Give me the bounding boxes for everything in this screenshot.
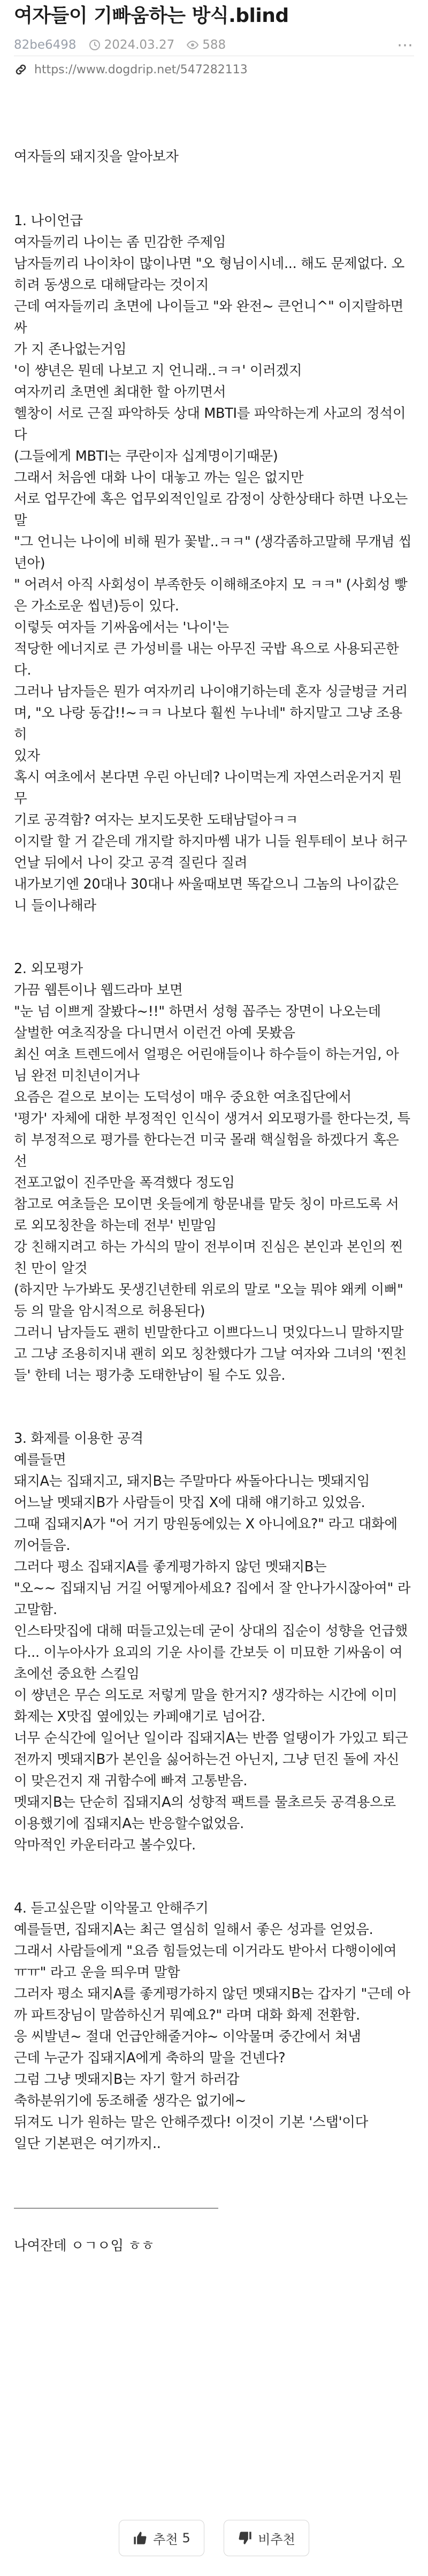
downvote-label: 비추천 <box>258 2532 295 2547</box>
body-line: 고말함. <box>14 1602 57 1618</box>
body-line: 요즘은 겉으로 보이는 도덕성이 매우 중요한 여초집단에서 <box>14 1089 351 1105</box>
body-line: "눈 넘 이쁘게 잘봤다~!!" 하면서 성형 꼽주는 장면이 나오는데 <box>14 1004 381 1020</box>
body-line: 내가보기엔 20대나 30대나 싸울때보면 똑같으니 그놈의 나이값은 <box>14 876 399 892</box>
body-line: 히 부정적으로 평가를 한다는건 미국 몰래 핵실험을 하겠다거 혹은 선 <box>14 1132 403 1169</box>
body-line: 언날 뒤에서 나이 갖고 공격 질린다 질려 <box>14 855 248 871</box>
body-line: 참고로 여초들은 모이면 옷들에게 항문내를 맡듯 칭이 마르도록 서 <box>14 1196 399 1212</box>
body-line: 까 파트장님이 말씀하신거 뭐예요?" 라며 대화 화제 전환함. <box>14 2007 360 2023</box>
body-line: 년아) <box>14 555 45 571</box>
post-meta <box>14 34 414 56</box>
body-line: 어느날 멧돼지B가 사람들이 맛집 X에 대해 얘기하고 있었음. <box>14 1495 365 1511</box>
body-line: 일단 기본편은 여기까지.. <box>14 2136 161 2152</box>
eye-icon <box>186 39 199 51</box>
closing-text: 나여잔데 ㅇㄱㅇ임 ㅎㅎ <box>14 2238 155 2254</box>
body-line: 이지랄 할 거 같은데 개지랄 하지마쎔 내가 니들 원투테이 보나 허구 <box>14 834 408 850</box>
body-line: 고 그냥 조용히지내 괜히 외모 칭찬했다가 그날 여자와 그녀의 '찐친 <box>14 1346 407 1362</box>
body-line: 악마적인 카운터라고 볼수있다. <box>14 1837 196 1853</box>
body-line: 그러다 평소 집돼지A를 좋게평가하지 않던 멧돼지B는 <box>14 1559 327 1575</box>
body-line: 있자 <box>14 748 40 764</box>
thumbs-down-icon <box>238 2531 253 2546</box>
clock-icon <box>88 39 101 51</box>
body-line: 친 만이 알것 <box>14 1260 88 1276</box>
body-line: 은 가소로운 씹년)등이 있다. <box>14 598 179 614</box>
view-count: 588 <box>202 38 226 52</box>
body-line: 예를들면, 집돼지A는 최근 열심히 일해서 좋은 성과를 얻었음. <box>14 1922 373 1938</box>
body-line: 다. <box>14 662 32 678</box>
body-line: 등 의 말을 암시적으로 허용된다) <box>14 1303 205 1319</box>
date-meta <box>88 38 175 52</box>
body-line: '이 썅년은 뭔데 나보고 지 언니래..ㅋㅋ' 이러겠지 <box>14 363 302 379</box>
thumbs-up-icon <box>133 2531 148 2546</box>
body-line: 그러니 남자들도 괜히 빈말한다고 이쁘다느니 멋있다느니 말하지말 <box>14 1325 404 1341</box>
body-line: 그래서 처음엔 대화 나이 대놓고 까는 일은 없지만 <box>14 470 304 486</box>
post-title: 여자들이 기빠움하는 방식.blind <box>14 5 289 27</box>
body-line: 이 썅년은 무슨 의도로 저렇게 말을 한거지? 생각하는 시간에 이미 <box>14 1687 398 1703</box>
body-line: 로 외모칭찬을 하는데 전부' 빈말임 <box>14 1218 217 1234</box>
body-line: 전포고없이 진주만을 폭격했다 정도임 <box>14 1175 235 1191</box>
post-body <box>14 146 414 2154</box>
body-line: 화제는 X맛집 옆에있는 카페얘기로 넘어감. <box>14 1709 265 1725</box>
body-line: (하지만 누가봐도 못생긴년한테 위로의 말로 "오늘 뭐야 왜케 이뻐" <box>14 1282 403 1298</box>
body-line: 멧돼지B는 단순히 집돼지A의 성향적 팩트를 물초르듯 공격용으로 <box>14 1794 396 1810</box>
body-line: 최신 여초 트렌드에서 얼평은 어린애들이나 하수들이 하는거임, 아 <box>14 1046 399 1062</box>
section-heading: 3. 화제를 이용한 공격 <box>14 1431 143 1447</box>
more-dots-icon[interactable]: ⋯ <box>397 35 414 55</box>
body-line: 헬창이 서로 근질 파악하듯 상대 MBTI를 파악하는게 사교의 정석이 <box>14 406 406 422</box>
body-line: 근데 여자들끼리 초면에 나이들고 "와 완전~ 큰언니^" 이지랄하면 싸 <box>14 299 408 336</box>
section-heading: 4. 듣고싶은말 이악물고 안해주기 <box>14 1900 209 1916</box>
body-line: 남자들끼리 나이차이 많이나면 "오 형님이시네... 해도 문제없다. 오 <box>14 256 404 272</box>
body-line: 며, "오 나랑 동갑!!~ㅋㅋ 나보다 훨씬 누나네" 하지말고 그냥 조용히 <box>14 705 402 743</box>
author-name[interactable]: 82be6498 <box>14 38 77 52</box>
views-meta <box>186 38 226 52</box>
intro-text: 여자들의 돼지짓을 알아보자 <box>14 149 179 165</box>
body-line: 초에선 중요한 스킬임 <box>14 1666 140 1682</box>
body-line: 끼어들음. <box>14 1538 71 1554</box>
body-line: 이용했기에 집돼지A는 반응할수없었음. <box>14 1816 244 1832</box>
body-line: 그럼 그냥 멧돼지B는 자기 할거 하러감 <box>14 2071 240 2088</box>
body-line: 이 맞은건지 재 귀함수에 빠져 고통받음. <box>14 1773 248 1789</box>
source-url[interactable]: https://www.dogdrip.net/547282113 <box>34 63 248 77</box>
body-line: 님 완전 미친년이거나 <box>14 1068 140 1084</box>
section-heading: 2. 외모평가 <box>14 961 83 977</box>
vote-buttons <box>0 2520 428 2556</box>
body-line: 응 씨발년~ 절대 언급안해줄거야~ 이악물며 중간에서 쳐냄 <box>14 2029 361 2045</box>
body-line: 여자들끼리 나이는 좀 민감한 주제임 <box>14 234 226 250</box>
body-line: 그때 집돼지A가 "어 거기 망원동에있는 X 아니에요?" 라고 대화에 <box>14 1516 398 1532</box>
upvote-button[interactable] <box>119 2520 204 2556</box>
body-line: 다... 이누아사가 요괴의 기운 사이를 간보듯 이 미묘한 기싸움이 여 <box>14 1645 403 1661</box>
body-line: 예를들면 <box>14 1452 66 1468</box>
body-line: 히려 동생으로 대해달라는 것이지 <box>14 277 209 293</box>
upvote-count: 5 <box>182 2531 190 2546</box>
body-line: 너무 순식간에 일어난 일이라 집돼지A는 반쯤 얼탱이가 가있고 퇴근 <box>14 1730 408 1746</box>
body-line: 전까지 멧돼지B가 본인을 싫어하는건 아닌지, 그냥 던진 돌에 자신 <box>14 1752 400 1768</box>
body-line: 뒤져도 니가 원하는 말은 안해주겠다! 이것이 기본 '스탭'이다 <box>14 2114 368 2130</box>
body-line: 여자끼리 초면엔 최대한 할 아끼면서 <box>14 384 226 400</box>
body-line: 그래서 사람들에게 "요즘 힘들었는데 이거라도 받아서 다행이에여 <box>14 1943 397 1959</box>
body-line: 근데 누군가 집돼지A에게 축하의 말을 건넨다? <box>14 2050 286 2066</box>
body-line: 들' 한테 너는 평가충 도태한남이 될 수도 있음. <box>14 1367 286 1383</box>
source-link-row[interactable] <box>14 56 414 83</box>
body-line: " 어려서 아직 사회성이 부족한듯 이해해조야지 모 ㅋㅋ" (사회성 빻 <box>14 577 408 593</box>
body-line: 가 지 존나없는거임 <box>14 341 127 357</box>
body-line: 기로 공격함? 여자는 보지도못한 도태남덜아ㅋㅋ <box>14 812 299 828</box>
body-line: (그들에게 MBTI는 쿠란이자 십계명이기때문) <box>14 448 278 464</box>
body-line: 축하분위기에 동조해줄 생각은 없기에~ <box>14 2093 246 2109</box>
body-line: 살벌한 여초직장을 다니면서 이런건 아예 못봤음 <box>14 1025 295 1041</box>
body-line: 다 <box>14 427 27 443</box>
body-line: 혹시 여초에서 본다면 우린 아닌데? 나이먹는게 자연스러운거지 뭔 무 <box>14 769 406 807</box>
body-line: 그러자 평소 돼지A를 좋게평가하지 않던 멧돼지B는 갑자기 "근데 아 <box>14 1986 410 2002</box>
body-line: "그 언니는 나이에 비해 뭔가 꽃밭..ㅋㅋ" (생각좀하고말해 무개념 씹 <box>14 534 412 550</box>
body-line: 서로 업무간에 혹은 업무외적인일로 감정이 상한상태다 하면 나오는 말 <box>14 491 412 529</box>
body-line: 그러나 남자들은 뭔가 여자끼리 나이얘기하는데 혼자 싱글벙글 거리 <box>14 684 408 700</box>
body-line: 니 들이나해라 <box>14 898 96 914</box>
body-line: "오~~ 집돼지님 거길 어떻게아세요? 집에서 잘 안나가시잖아여" 라 <box>14 1580 411 1596</box>
body-line: 이렇듯 여자들 기싸움에서는 '나이'는 <box>14 620 229 636</box>
body-line: ㅠㅠ" 라고 운을 띄우며 말함 <box>14 1965 180 1981</box>
body-line: '평가' 자체에 대한 부정적인 인식이 생겨서 외모평가를 한다는것, 특 <box>14 1111 410 1127</box>
body-line: 적당한 에너지로 큰 가성비를 내는 아무진 국밥 욕으로 사용되곤한 <box>14 641 399 657</box>
link-icon <box>14 63 28 77</box>
post-date: 2024.03.27 <box>104 38 175 52</box>
upvote-label: 추천 <box>153 2532 178 2547</box>
body-line: 가끔 웹튼이나 웹드라마 보면 <box>14 982 183 998</box>
body-line: 인스타맛집에 대해 떠들고있는데 굳이 상대의 집순이 성향을 언급했 <box>14 1623 408 1639</box>
body-line: 강 친해지려고 하는 가식의 말이 전부이며 진심은 본인과 본인의 찐 <box>14 1239 403 1255</box>
body-line: 돼지A는 집돼지고, 돼지B는 주말마다 싸돌아다니는 멧돼지임 <box>14 1473 370 1489</box>
section-heading: 1. 나이언급 <box>14 213 83 229</box>
downvote-button[interactable] <box>224 2520 309 2556</box>
